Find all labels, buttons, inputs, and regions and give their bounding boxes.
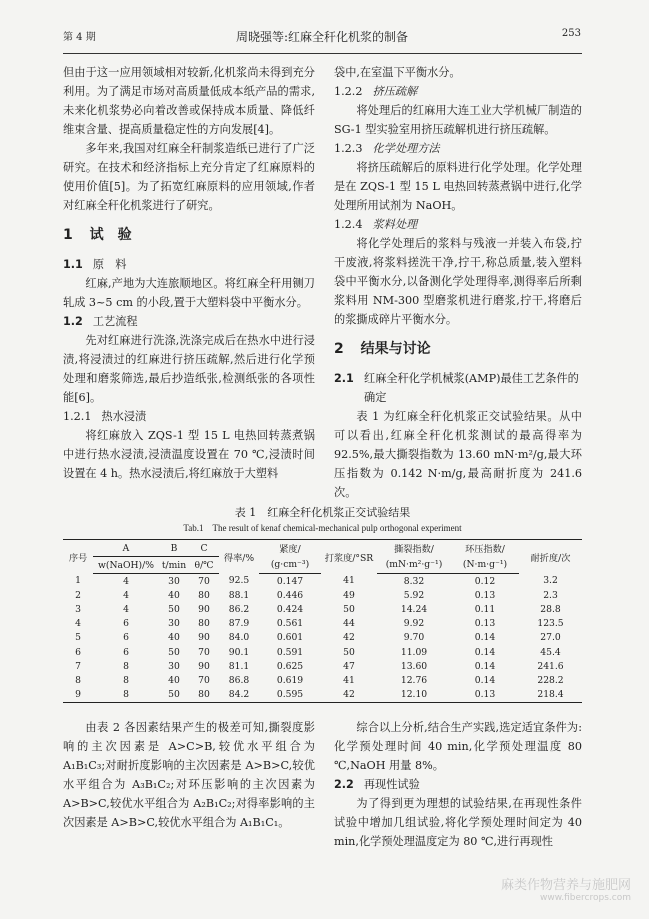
subsection-title: 再现性试验 [363, 778, 420, 791]
cell: 8 [75, 674, 81, 686]
cell: 7 [75, 660, 81, 672]
cell: 0.13 [474, 618, 496, 630]
subsection-number: 1.1 [63, 258, 83, 271]
col-header-b: B [159, 540, 189, 557]
section-heading-2 [334, 337, 582, 361]
col-subheader-c: θ/℃ [189, 557, 219, 574]
col-header-c: C [189, 540, 219, 557]
cell: 81.1 [228, 660, 250, 672]
table-row [63, 617, 582, 631]
cell: 88.1 [228, 589, 250, 601]
cell: 50 [159, 688, 189, 703]
section-number: 2 [334, 341, 344, 357]
subsection-heading-2-1 [334, 369, 582, 407]
running-title: 周晓强等:红麻全秆化机浆的制备 [235, 30, 409, 44]
subsubsection-title: 挤压疏解 [372, 85, 418, 98]
subsubsection-title: 化学处理方法 [372, 142, 440, 155]
section-title: 结果与讨论 [360, 341, 431, 357]
cell: 90 [198, 660, 210, 672]
cell: 90.1 [228, 646, 250, 658]
cell: 0.11 [474, 603, 496, 615]
paragraph: 红麻,产地为大连旅顺地区。将红麻全秆用铡刀轧成 3~5 cm 的小段,置于大塑料袋中平衡水分。 [63, 277, 315, 309]
cell: 0.14 [474, 674, 496, 686]
cell: 13.60 [400, 660, 428, 672]
section-title: 试 验 [89, 227, 132, 243]
cell: 2 [75, 589, 81, 601]
subsection-number: 1.2 [63, 315, 83, 328]
orthogonal-results-table [63, 539, 582, 703]
cell: 218.4 [519, 688, 582, 703]
bottom-left-column [63, 718, 315, 832]
cell: 80 [189, 688, 219, 703]
cell: 11.09 [400, 646, 428, 658]
table-caption-en: Tab.1 The result of kenaf chemical-mechanical pulp orthogonal experiment [183, 523, 462, 533]
cell: 40 [168, 674, 180, 686]
cell: 0.595 [259, 688, 321, 703]
cell: 5.92 [403, 589, 425, 601]
cell: 0.591 [276, 646, 304, 658]
col-header-density: 紧度/ [259, 540, 321, 557]
paragraph: 将挤压疏解后的原料进行化学处理。化学处理是在 ZQS-1 型 15 L 电热回转蒸煮锅中进行,化学处理所用试剂为 NaOH。 [334, 161, 582, 212]
cell: 70 [198, 674, 210, 686]
cell: 30 [168, 618, 180, 630]
table-row [63, 602, 582, 616]
section-heading-1 [63, 223, 315, 247]
subsubsection-heading-1-2-2 [334, 82, 582, 101]
cell: 2.3 [543, 589, 558, 601]
cell: 0.13 [474, 589, 496, 601]
cell: 41 [343, 674, 355, 686]
cell: 0.14 [474, 646, 496, 658]
cell: 86.2 [228, 603, 250, 615]
col-subheader-a: w(NaOH)/% [93, 557, 159, 574]
cell: 92.5 [228, 575, 250, 587]
col-header-a: A [93, 540, 159, 557]
cell: 8.32 [403, 575, 425, 587]
issue-number: 第 4 期 [63, 32, 96, 43]
cell: 0.446 [276, 589, 304, 601]
paragraph: 袋中,在室温下平衡水分。 [334, 66, 461, 79]
cell: 241.6 [537, 660, 564, 672]
col-header-tear: 撕裂指数/ [377, 540, 451, 557]
cell: 5 [75, 632, 81, 644]
cell: 0.424 [276, 603, 304, 615]
cell: 80 [198, 618, 210, 630]
cell: 40 [168, 632, 180, 644]
paragraph: 将处理后的红麻用大连工业大学机械厂制造的 SG-1 型实验室用挤压疏解机进行挤压疏解。 [334, 104, 582, 136]
col-header-fold: 耐折度/次 [519, 540, 582, 574]
cell: 3 [75, 603, 81, 615]
cell: 0.601 [276, 632, 304, 644]
subsubsection-heading-1-2-1 [63, 407, 315, 426]
cell: 70 [198, 575, 210, 587]
cell: 30 [168, 575, 180, 587]
cell: 8 [123, 674, 129, 686]
cell: 0.13 [451, 688, 519, 703]
cell: 9.70 [403, 632, 425, 644]
col-subheader-ring: (N·m·g⁻¹) [451, 557, 519, 574]
col-subheader-density: (g·cm⁻³) [259, 557, 321, 574]
bottom-right-column [334, 718, 582, 851]
cell: 41 [343, 575, 355, 587]
cell: 50 [168, 646, 180, 658]
paragraph: 先对红麻进行洗涤,洗涤完成后在热水中进行浸渍,将浸渍过的红麻进行挤压疏解,然后进行化学预处理和磨浆筛选,最后抄造纸张,检测纸张的各项性能[6]。 [63, 334, 315, 404]
running-header [63, 28, 581, 46]
cell: 4 [75, 618, 81, 630]
cell: 4 [123, 575, 129, 587]
col-header-yield: 得率/% [219, 540, 259, 574]
table-caption-cn: 表 1 红麻全秆化机浆正交试验结果 [234, 506, 411, 519]
table-row [63, 673, 582, 687]
cell: 123.5 [537, 618, 564, 630]
table-row [63, 659, 582, 673]
paragraph: 将化学处理后的浆料与残液一并装入布袋,拧干废液,将浆料搓洗干净,拧干,称总质量,装入塑料袋中平衡水分,以备测化学处理得率,测得率后所剩浆料用 NM-300 型磨浆机进行磨浆,拧干,将磨后的浆撕成碎片平衡水分。 [334, 237, 582, 326]
watermark-url: www.fibercrops.com [540, 893, 631, 903]
subsubsection-number: 1.2.2 [334, 85, 363, 98]
subsection-title: 红麻全秆化学机械浆(AMP)最佳工艺条件的确定 [364, 372, 579, 404]
cell: 8 [93, 688, 159, 703]
subsubsection-number: 1.2.3 [334, 142, 363, 155]
cell: 6 [123, 618, 129, 630]
col-header-freeness: 打浆度/°SR [321, 540, 377, 574]
subsection-title: 工艺流程 [92, 315, 138, 328]
paragraph: 但由于这一应用领域相对较新,化机浆尚未得到充分利用。为了满足市场对高质量低成本纸产品的需求,未来化机浆势必向着改善或保持成本质量、降低纤维束含量、提高质量稳定性的方向发展[4]。 [63, 66, 315, 136]
watermark-title: 麻类作物营养与施肥网 [500, 878, 631, 893]
cell: 47 [343, 660, 355, 672]
subsection-number: 2.1 [334, 372, 354, 385]
cell: 84.2 [219, 688, 259, 703]
col-subheader-tear: (mN·m²·g⁻¹) [377, 557, 451, 574]
subsubsection-heading-1-2-3 [334, 139, 582, 158]
cell: 9.92 [403, 618, 425, 630]
cell: 80 [198, 589, 210, 601]
subsection-number: 2.2 [334, 778, 354, 791]
cell: 6 [123, 646, 129, 658]
cell: 45.4 [540, 646, 561, 658]
subsubsection-title: 浆料处理 [372, 218, 418, 231]
cell: 0.14 [474, 660, 496, 672]
cell: 3.2 [543, 575, 558, 587]
paragraph: 将红麻放入 ZQS-1 型 15 L 电热回转蒸煮锅中进行热水浸渍,浸渍温度设置在 70 ℃,浸渍时间设置在 4 h。热水浸渍后,将红麻放于大塑料 [63, 429, 315, 480]
cell: 50 [343, 646, 355, 658]
cell: 40 [168, 589, 180, 601]
cell: 6 [75, 646, 81, 658]
cell: 6 [123, 632, 129, 644]
table-row [63, 688, 582, 703]
cell: 12.76 [400, 674, 428, 686]
cell: 0.561 [276, 618, 304, 630]
left-column [63, 63, 315, 483]
paragraph: 综合以上分析,结合生产实践,选定适宜条件为:化学预处理时间 40 min,化学预处理温度 80 ℃,NaOH 用量 8%。 [334, 721, 582, 772]
right-column [334, 63, 582, 502]
cell: 4 [123, 589, 129, 601]
cell: 44 [343, 618, 355, 630]
cell: 0.619 [276, 674, 304, 686]
subsection-heading-1-2 [63, 312, 315, 331]
table-row [63, 574, 582, 589]
col-subheader-b: t/min [159, 557, 189, 574]
cell: 70 [198, 646, 210, 658]
table-row [63, 645, 582, 659]
header-rule [63, 53, 582, 54]
paragraph: 多年来,我国对红麻全秆制浆造纸已进行了广泛研究。在技术和经济指标上充分肯定了红麻原料的使用价值[5]。为了拓宽红麻原料的应用领域,作者对红麻全秆化机浆进行了研究。 [63, 142, 315, 212]
table-row [63, 588, 582, 602]
cell: 228.2 [537, 674, 564, 686]
cell: 8 [123, 660, 129, 672]
cell: 50 [168, 603, 180, 615]
cell: 42 [321, 688, 377, 703]
cell: 14.24 [400, 603, 428, 615]
cell: 50 [343, 603, 355, 615]
cell: 86.8 [228, 674, 250, 686]
site-watermark [501, 874, 631, 903]
cell: 42 [343, 632, 355, 644]
cell: 90 [198, 603, 210, 615]
section-number: 1 [63, 227, 73, 243]
subsubsection-number: 1.2.4 [334, 218, 363, 231]
cell: 9 [63, 688, 93, 703]
cell: 0.625 [276, 660, 304, 672]
col-header-no: 序号 [63, 540, 93, 574]
subsection-title: 原 料 [92, 258, 127, 271]
cell: 28.8 [540, 603, 561, 615]
subsection-heading-2-2 [334, 775, 582, 794]
cell: 0.14 [474, 632, 496, 644]
cell: 4 [123, 603, 129, 615]
cell: 27.0 [540, 632, 561, 644]
cell: 30 [168, 660, 180, 672]
subsubsection-heading-1-2-4 [334, 215, 582, 234]
subsection-heading-1-1 [63, 255, 315, 274]
cell: 0.147 [276, 575, 304, 587]
page-number: 253 [561, 28, 581, 39]
cell: 0.12 [474, 575, 496, 587]
paragraph: 表 1 为红麻全秆化机浆正交试验结果。从中可以看出,红麻全秆化机浆测试的最高得率为 92.5%,最大撕裂指数为 13.60 mN·m²/g,最大环压指数为 0.142 N·m/g,最高耐折度为 241.6 次。 [334, 410, 582, 499]
subsubsection-title: 热水浸渍 [101, 410, 147, 423]
col-header-ring: 环压指数/ [451, 540, 519, 557]
cell: 90 [198, 632, 210, 644]
subsubsection-number: 1.2.1 [63, 410, 92, 423]
cell: 12.10 [377, 688, 451, 703]
cell: 87.9 [228, 618, 250, 630]
table-row [63, 631, 582, 645]
cell: 49 [343, 589, 355, 601]
cell: 1 [75, 575, 81, 587]
paragraph: 为了得到更为理想的试验结果,在再现性条件试验中增加几组试验,将化学预处理时间定为 40 min,化学预处理温度定为 80 ℃,进行再现性 [334, 797, 582, 848]
paragraph: 由表 2 各因素结果产生的极差可知,撕裂度影响的主次因素是 A>C>B,较优水平组合为 A₁B₁C₃;对耐折度影响的主次因素是 A>B>C,较优水平组合为 A₃B₁C₂;对环压影响的主次因素为 A>B>C,较优水平组合为 A₂B₁C₂;对得率影响的主次因素是 A>B>C,较优水平组合为 A₁B₁C₁。 [63, 721, 315, 829]
cell: 84.0 [228, 632, 250, 644]
